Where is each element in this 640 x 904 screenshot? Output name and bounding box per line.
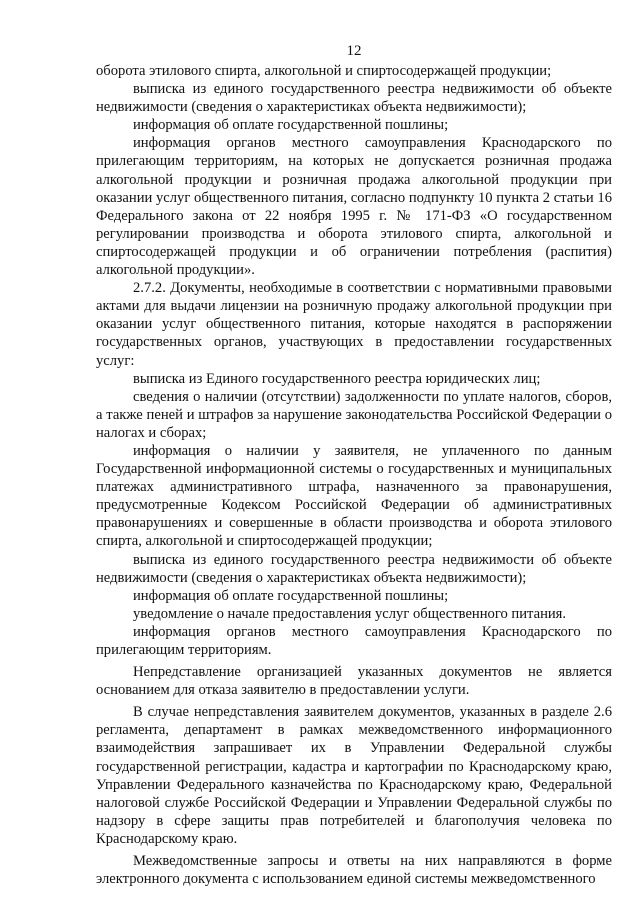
paragraph: выписка из Единого государственного реестра юридических лиц; (133, 370, 541, 387)
document-body (96, 62, 612, 888)
document-page (96, 0, 612, 904)
paragraph: Межведомственные запросы и ответы на них направляются в форме электронного документа с использованием единой системы межведомственного (96, 853, 612, 888)
paragraph: В случае непредставления заявителем документов, указанных в разделе 2.6 регламента, департамент в рамках межведомственного информационного взаимодействия запрашивает их в Управлении Федеральной службы государственной регистрации, кадастра и картографии по Краснодарскому краю, Управлении Федерального казначейства по Краснодарскому краю, Федеральной налоговой службе Российской Федерации и Управлении Федеральной службы по надзору в сфере защиты прав потребителей и благополучия человека по Краснодарскому краю. (96, 704, 612, 847)
paragraph: информация органов местного самоуправления Краснодарского по прилегающим территориям, на которых не допускается розничная продажа алкогольной продукции и розничная продажа алкогольной продукции при оказании услуг общественного питания, согласно подпункту 10 пункта 2 статьи 16 Федерального закона от 22 ноября 1995 г. № 171-ФЗ «О государственном регулировании производства и оборота этилового спирта, алкогольной и спиртосодержащей продукции и об ограничении потребления (распития) алкогольной продукции». (96, 135, 612, 279)
paragraph: выписка из единого государственного реестра недвижимости об объекте недвижимости (сведения о характеристиках объекта недвижимости); (96, 551, 612, 586)
paragraph: выписка из единого государственного реестра недвижимости об объекте недвижимости (сведения о характеристиках объекта недвижимости); (96, 81, 612, 116)
paragraph: информация о наличии у заявителя, не уплаченного по данным Государственной информационной системы о государственных и муниципальных платежах административного штрафа, назначенного за правонарушения, предусмотренные Кодексом Российской Федерации об административных правонарушениях и совершенные в области производства и оборота этилового спирта, алкогольной и спиртосодержащей продукции; (96, 442, 612, 550)
paragraph: оборота этилового спирта, алкогольной и спиртосодержащей продукции; (96, 63, 552, 79)
paragraph: сведения о наличии (отсутствии) задолженности по уплате налогов, сборов, а также пеней и штрафов за нарушение законодательства Российской Федерации о налогах и сборах; (96, 388, 612, 441)
paragraph: информация органов местного самоуправления Краснодарского по прилегающим территориям. (96, 623, 612, 658)
paragraph: уведомление о начале предоставления услуг общественного питания. (133, 605, 567, 622)
paragraph: Непредставление организацией указанных документов не является основанием для отказа заявителю в предоставлении услуги. (96, 664, 612, 699)
paragraph: информация об оплате государственной пошлины; (133, 587, 449, 604)
section-heading-paragraph: 2.7.2. Документы, необходимые в соответствии с нормативными правовыми актами для выдачи лицензии на розничную продажу алкогольной продукции при оказании услуг общественного питания, которые находятся в распоряжении государственных органов, участвующих в предоставлении государственных услуг: (96, 280, 612, 369)
paragraph: информация об оплате государственной пошлины; (133, 117, 449, 134)
page-number: 12 (346, 43, 362, 59)
